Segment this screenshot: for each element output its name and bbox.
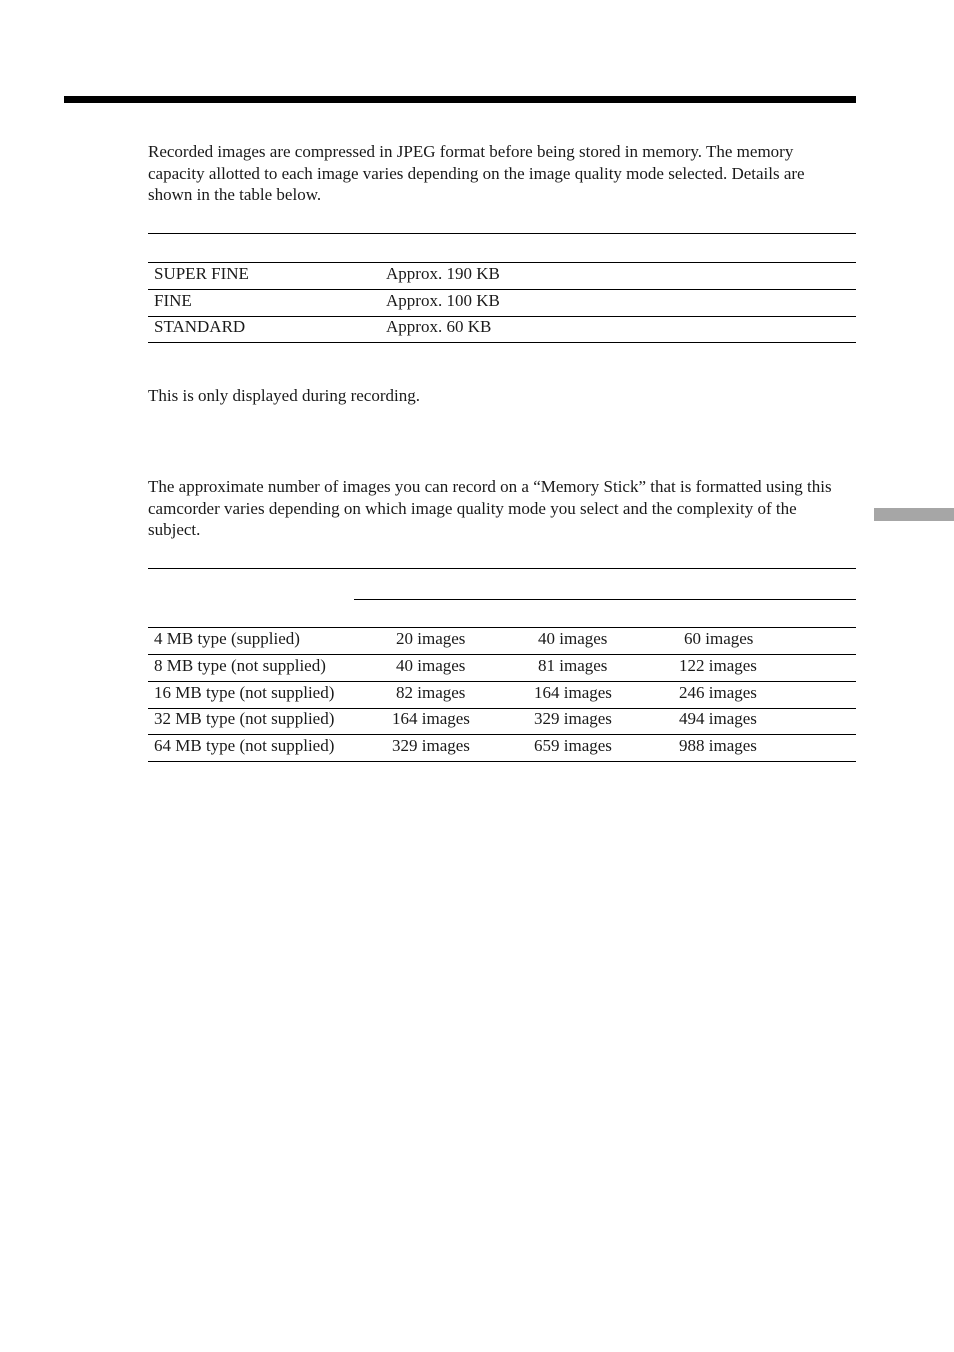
quality-mode: SUPER FINE — [154, 264, 249, 283]
stick-type: 16 MB type (not supplied) — [154, 683, 335, 702]
table-rule — [148, 761, 856, 762]
stick-type: 4 MB type (supplied) — [154, 629, 300, 648]
images-count: 329 images — [534, 709, 612, 728]
section-tab — [874, 508, 954, 521]
table-rule — [148, 734, 856, 735]
images-count: 246 images — [679, 683, 757, 702]
images-count: 494 images — [679, 709, 757, 728]
table-rule — [148, 289, 856, 290]
table-rule — [148, 262, 856, 263]
table-rule — [354, 599, 856, 600]
images-count: 40 images — [538, 629, 608, 648]
stick-type: 32 MB type (not supplied) — [154, 709, 335, 728]
table-rule — [148, 627, 856, 628]
table-rule — [148, 681, 856, 682]
quality-mode: STANDARD — [154, 317, 246, 336]
images-count: 81 images — [538, 656, 608, 675]
quality-mode: FINE — [154, 291, 192, 310]
images-count: 40 images — [396, 656, 466, 675]
table-rule — [148, 233, 856, 234]
images-count: 659 images — [534, 736, 612, 755]
capacity-paragraph: The approximate number of images you can record on a “Memory Stick” that is formatted using this camcorder varies depending on which image quality mode you select and the complexity of the subject. — [148, 477, 832, 539]
note-paragraph: This is only displayed during recording. — [148, 386, 420, 405]
table-rule — [148, 316, 856, 317]
intro-paragraph: Recorded images are compressed in JPEG format before being stored in memory. The memory capacity allotted to each image varies depending on the image quality mode selected. Details are shown in the table below. — [148, 142, 805, 204]
stick-type: 64 MB type (not supplied) — [154, 736, 335, 755]
table-rule — [148, 568, 856, 569]
images-count: 122 images — [679, 656, 757, 675]
quality-size: Approx. 60 KB — [386, 317, 492, 336]
table-rule — [148, 654, 856, 655]
quality-size: Approx. 190 KB — [386, 264, 500, 283]
images-count: 329 images — [392, 736, 470, 755]
images-count: 20 images — [396, 629, 466, 648]
images-count: 164 images — [392, 709, 470, 728]
images-count: 82 images — [396, 683, 466, 702]
header-rule — [64, 96, 856, 103]
stick-type: 8 MB type (not supplied) — [154, 656, 326, 675]
images-count: 60 images — [684, 629, 754, 648]
images-count: 988 images — [679, 736, 757, 755]
quality-size: Approx. 100 KB — [386, 291, 500, 310]
table-rule — [148, 342, 856, 343]
images-count: 164 images — [534, 683, 612, 702]
